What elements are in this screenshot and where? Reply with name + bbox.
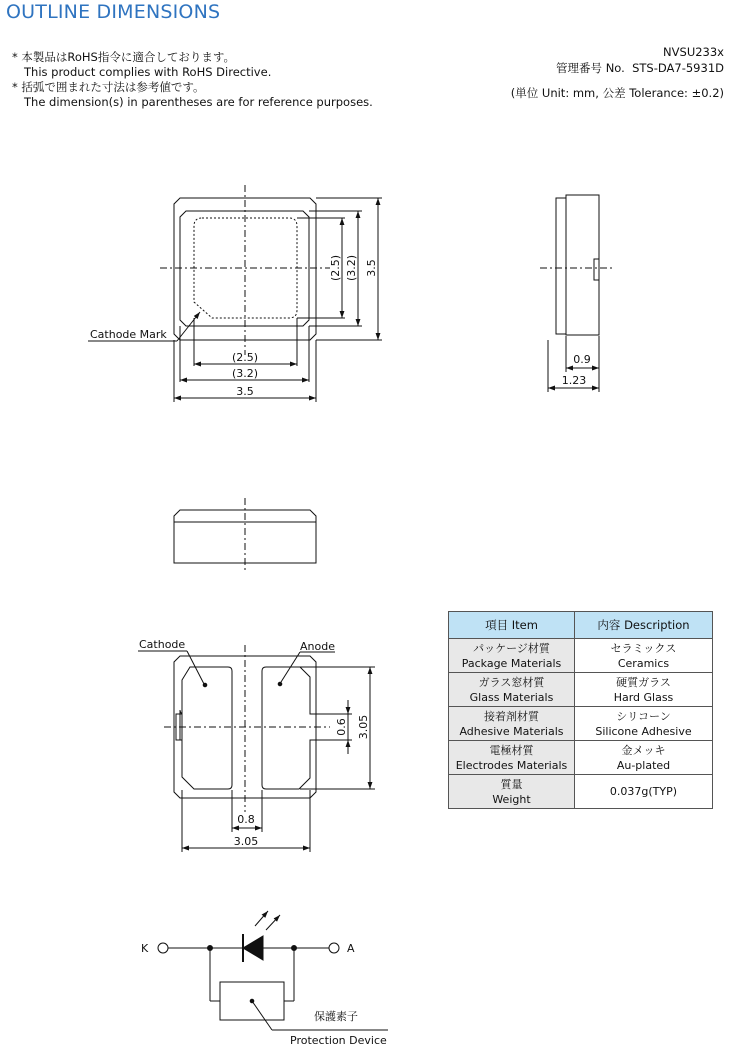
table-row [449, 741, 713, 775]
rohs-note-en: This product complies with RoHS Directive. [24, 65, 272, 79]
rohs-note-jp: * 本製品はRoHS指令に適合しております。 [12, 50, 235, 64]
table-cell-item: ガラス窓材質 Glass Materials [449, 673, 575, 707]
table-cell-item: パッケージ材質 Package Materials [449, 639, 575, 673]
a-terminal [329, 943, 339, 953]
bottom-view [138, 645, 375, 852]
dim-body-width: 3.5 [236, 385, 254, 398]
table-cell-item: 質量 Weight [449, 775, 575, 809]
dim-package-thickness: 0.9 [573, 353, 591, 366]
table-row [449, 673, 713, 707]
k-terminal [158, 943, 168, 953]
k-label: K [141, 942, 149, 955]
control-number: STS-DA7-5931D [632, 61, 724, 75]
table-cell-description: 硬質ガラス Hard Glass [575, 673, 713, 707]
side-view-electrode [594, 259, 599, 280]
table-cell-item: 電極材質 Electrodes Materials [449, 741, 575, 775]
dim-notch-height: 0.6 [335, 718, 348, 736]
table-header-description: 内容 Description [575, 612, 713, 639]
table-row [449, 639, 713, 673]
reference-note-en: The dimension(s) in parentheses are for reference purposes. [24, 95, 373, 109]
a-label: A [347, 942, 355, 955]
units-tolerance: (単位 Unit: mm, 公差 Tolerance: ±0.2) [510, 86, 724, 100]
dim-glass-width: (3.2) [231, 367, 259, 380]
dim-pad-gap: 0.8 [237, 813, 255, 826]
table-cell-description: シリコーン Silicone Adhesive [575, 707, 713, 741]
anode-label: Anode [300, 640, 335, 653]
dim-glass-height: (3.2) [345, 254, 358, 282]
dim-total-thickness: 1.23 [561, 374, 587, 387]
table-header-row [449, 612, 713, 639]
control-number-label: 管理番号 No. [556, 61, 625, 75]
dim-window-width: (2.5) [231, 351, 259, 364]
protection-device-en: Protection Device [290, 1034, 387, 1047]
dim-window-height: (2.5) [329, 254, 342, 282]
dim-pad-width: 3.05 [233, 835, 259, 848]
table-cell-description: 金メッキ Au-plated [575, 741, 713, 775]
cathode-label: Cathode [139, 638, 186, 651]
table-cell-description: セラミックス Ceramics [575, 639, 713, 673]
materials-table [448, 611, 713, 809]
front-view [174, 498, 316, 572]
cathode-mark-label: Cathode Mark [90, 328, 167, 341]
side-view-glass [556, 198, 566, 334]
table-header-item: 項目 Item [449, 612, 575, 639]
reference-note-jp: * 括弧で囲まれた寸法は参考値です。 [12, 80, 205, 94]
dim-pad-height: 3.05 [357, 714, 370, 740]
anode-pad [262, 667, 316, 789]
part-number: NVSU233x [663, 45, 724, 59]
protection-device-jp: 保護素子 [314, 1010, 358, 1023]
table-row [449, 707, 713, 741]
page-title: OUTLINE DIMENSIONS [6, 1, 221, 23]
table-row [449, 775, 713, 809]
dim-body-height: 3.5 [365, 259, 378, 277]
table-cell-description: 0.037g(TYP) [575, 775, 713, 809]
table-cell-item: 接着剤材質 Adhesive Materials [449, 707, 575, 741]
led-diode-symbol [243, 936, 263, 960]
